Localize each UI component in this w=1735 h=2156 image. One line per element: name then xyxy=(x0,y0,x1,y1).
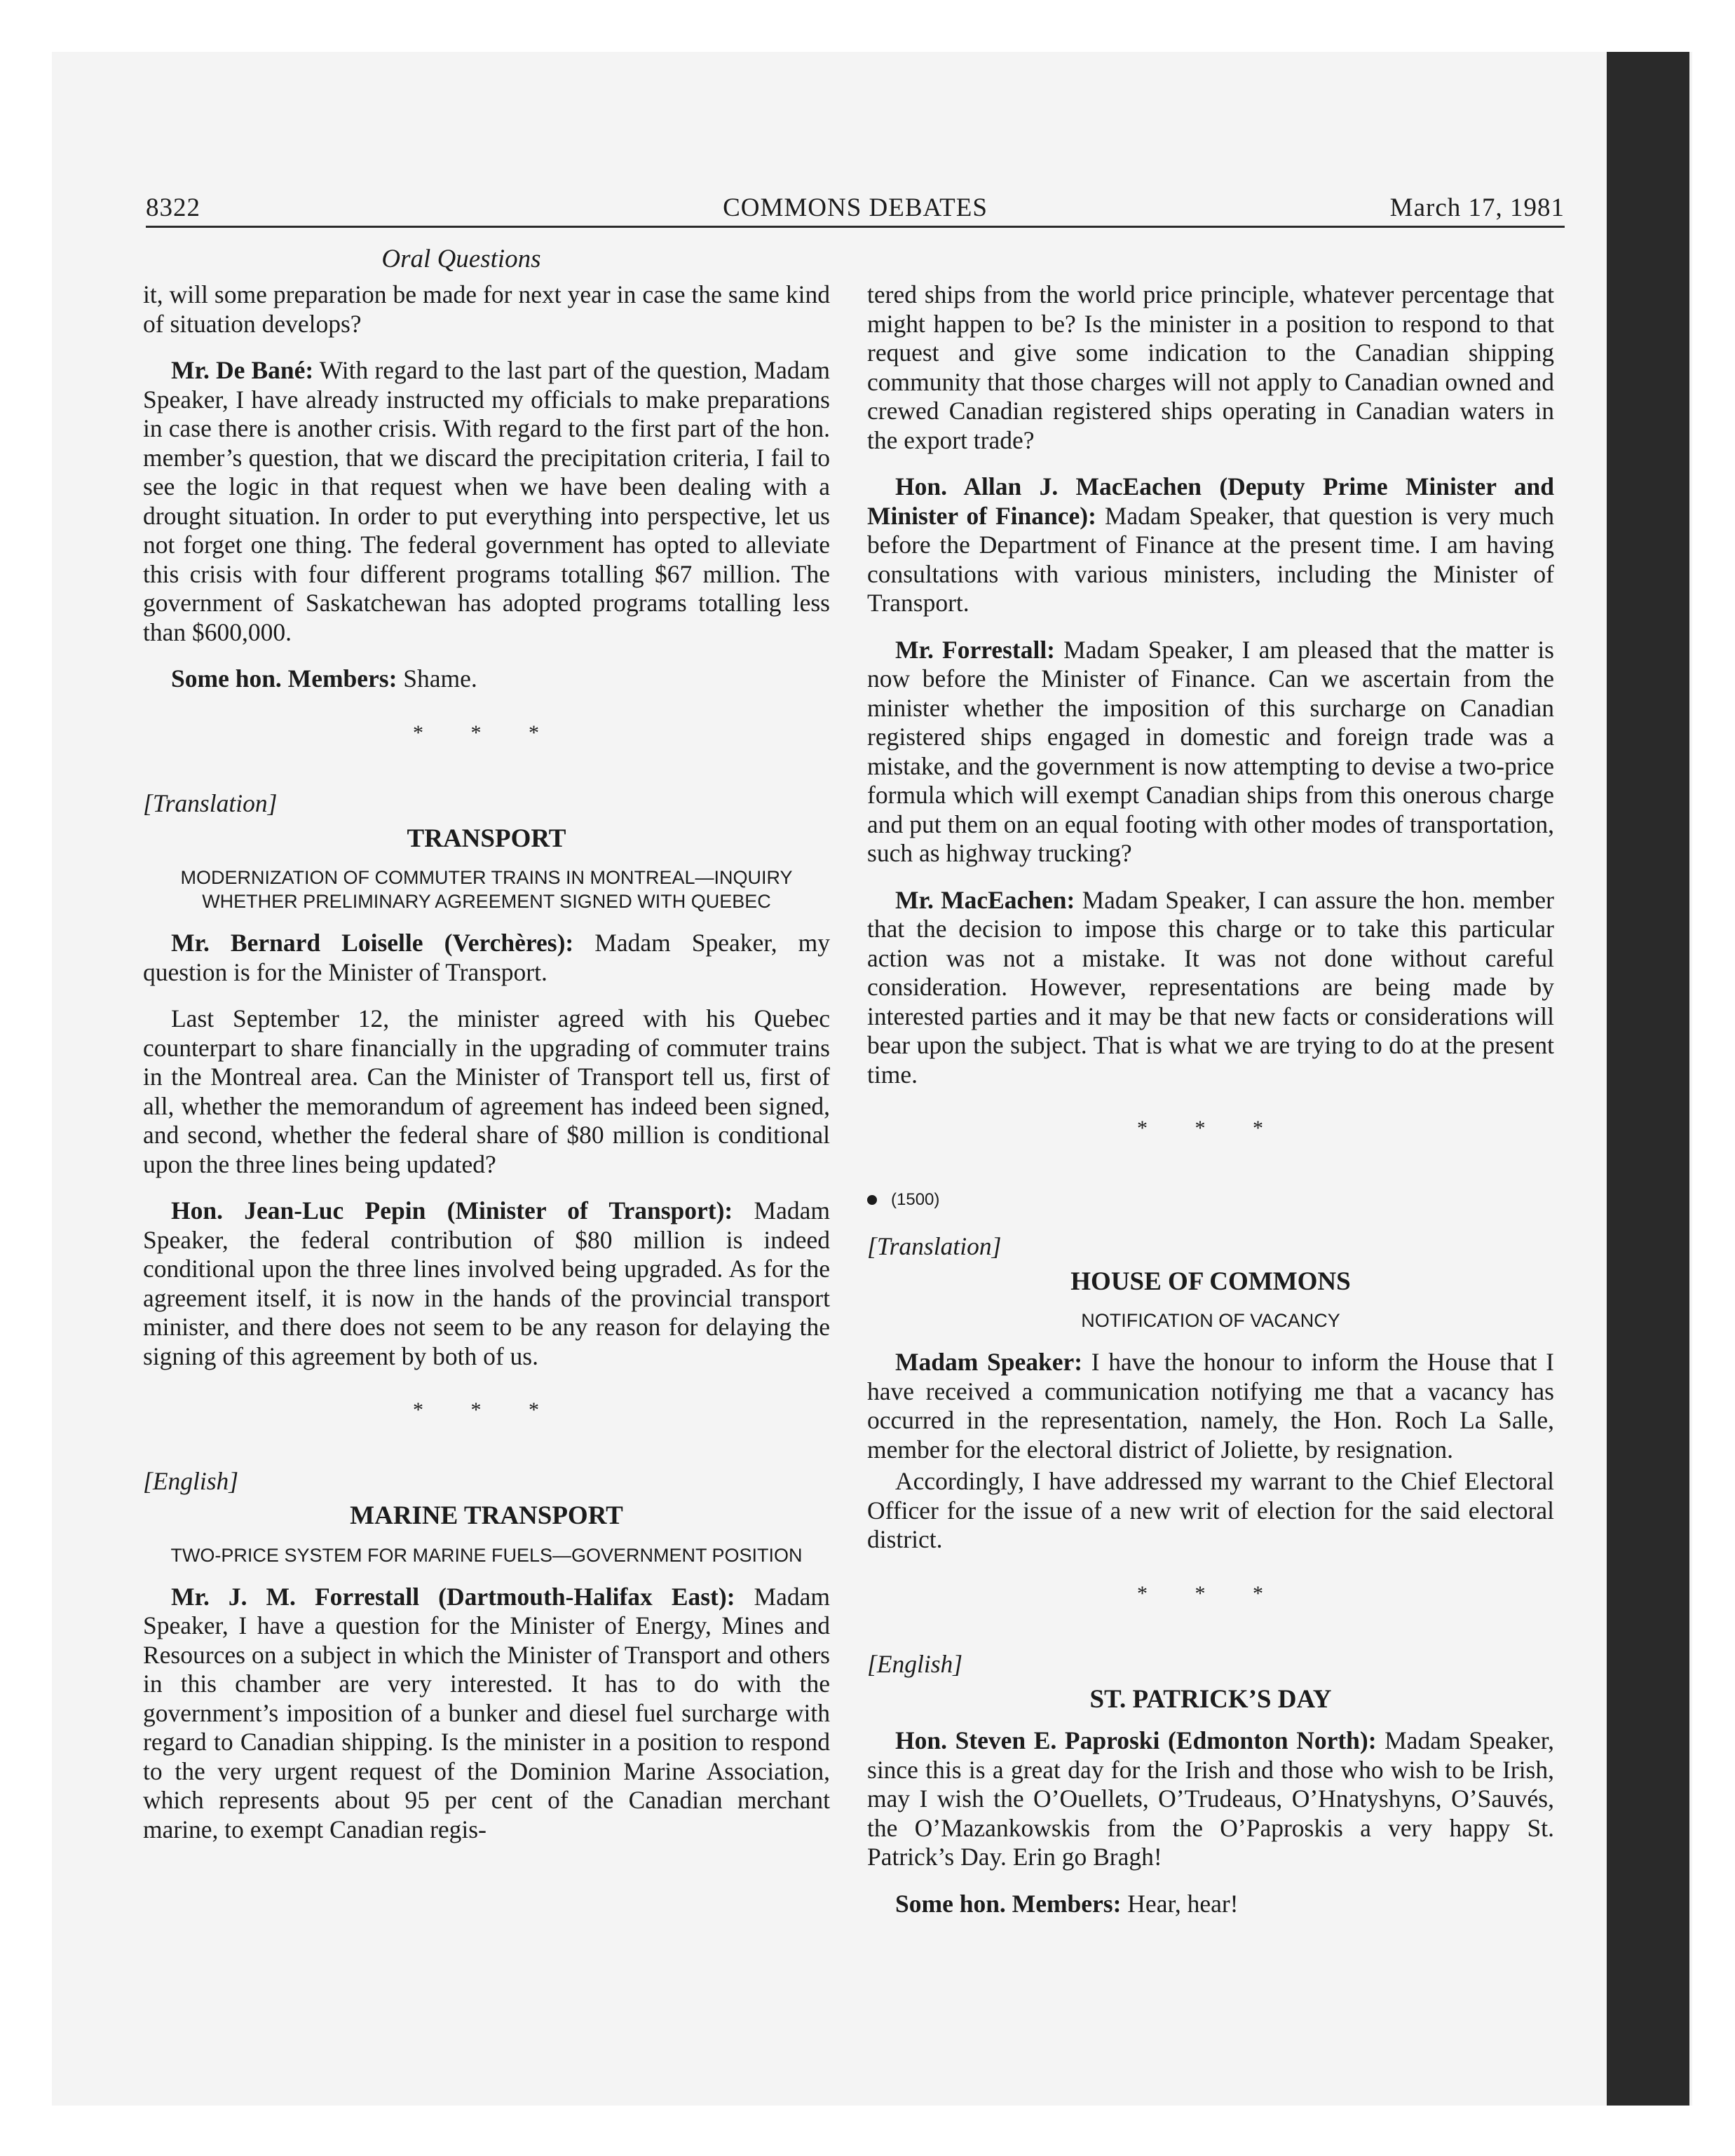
speech-text: Madam Speaker, I have a question for the Minister of Energy, Mines and Resources on a subject in which the Minister of Transport and others in this chamber are very interested. It has to do with the government’s imposition of a bunker and diesel fuel surcharge with regard to Canadian shipping. Is the minister in a position to respond to the very urgent request of the Dominion Marine Association, which represents about 95 per cent of the Canadian merchant marine, to exempt Canadian regis- xyxy=(143,1582,830,1843)
time-label: (1500) xyxy=(891,1189,940,1209)
speech-text: Madam Speaker, I am pleased that the matter is now before the Minister of Finance. Can we ascertain from the minister whether the imposition of this surcharge on Canadian registered ships engaged in domestic and foreign trade was a mistake, and the government is now attempting to devise a two-price formula which will exempt Canadian ships from this onerous charge and put them on an equal footing with other modes of transportation, such as highway trucking? xyxy=(867,635,1554,867)
section-separator: * * * xyxy=(413,721,560,744)
topic-subheading: TWO-PRICE SYSTEM FOR MARINE FUELS—GOVERNMENT POSITION xyxy=(170,1544,803,1566)
paragraph: Accordingly, I have addressed my warrant to the Chief Electoral Officer for the issue of a new writ of election for the said electoral district. xyxy=(867,1467,1554,1553)
section-heading: MARINE TRANSPORT xyxy=(350,1501,623,1530)
bullet-icon xyxy=(867,1195,877,1205)
speaker-name: Some hon. Members: xyxy=(171,664,397,692)
language-marker: [Translation] xyxy=(867,1232,1002,1260)
paragraph: it, will some preparation be made for next year in case the same kind of situation develops? xyxy=(143,280,830,338)
speech-text: Madam Speaker, since this is a great day for the Irish and those who wish to be Irish, may I wish the O’Ouellets, O’Trudeaus, O’Hnatyshyns, O’Sauvés, the O’Mazankowskis from the O’Paproskis a very happy St. Patrick’s Day. Erin go Bragh! xyxy=(867,1726,1554,1871)
speech-text: I have the honour to inform the House that I have received a communication notifying me that a vacancy has occurred in the representation, namely, the Hon. Roch La Salle, member for the electoral district of Joliette, by resignation. xyxy=(867,1348,1554,1464)
paragraph xyxy=(867,1726,1554,1872)
speaker-name: Hon. Jean-Luc Pepin (Minister of Transport): xyxy=(171,1196,733,1224)
speaker-name: Mr. MacEachen: xyxy=(895,885,1075,914)
paragraph xyxy=(143,1196,830,1371)
speaker-name: Mr. J. M. Forrestall (Dartmouth-Halifax East): xyxy=(171,1582,735,1611)
page-header xyxy=(146,193,1565,228)
right-column xyxy=(867,280,1554,1936)
section-separator: * * * xyxy=(1137,1581,1284,1605)
speaker-name: Hon. Steven E. Paproski (Edmonton North): xyxy=(895,1726,1377,1754)
language-marker: [English] xyxy=(867,1650,963,1678)
speech-text: Hear, hear! xyxy=(1121,1889,1239,1918)
left-column xyxy=(143,280,830,1862)
header-rule xyxy=(146,226,1565,228)
speaker-name: Some hon. Members: xyxy=(895,1889,1122,1918)
speech-text: Madam Speaker, my question is for the Minister of Transport. xyxy=(143,929,830,986)
speech-text: Madam Speaker, I can assure the hon. member that the decision to impose this charge or to take this particular action was not a mistake. It was not done without careful consideration. However, representations are being made by interested parties and it may be that new facts or considerations will bear upon the subject. That is what we are trying to do at the present time. xyxy=(867,885,1554,1089)
paragraph xyxy=(143,929,830,987)
paragraph xyxy=(143,1583,830,1845)
page-number: 8322 xyxy=(146,193,200,222)
speech-text: Madam Speaker, that question is very much before the Department of Finance at the present time. I am having consultations with various ministers, including the Minister of Transport. xyxy=(867,501,1555,617)
section-separator: * * * xyxy=(1137,1117,1284,1140)
section-heading: HOUSE OF COMMONS xyxy=(1070,1267,1351,1296)
topic-subheading: MODERNIZATION OF COMMUTER TRAINS IN MONTREAL—INQUIRY WHETHER PRELIMINARY AGREEMENT SIGNED WITH QUEBEC xyxy=(180,867,793,912)
speech-text: Madam Speaker, the federal contribution of $80 million is indeed conditional upon the three lines involved being upgraded. As for the agreement itself, it is now in the hands of the provincial transport minister, and there does not seem to be any reason for delaying the signing of this agreement by both of us. xyxy=(143,1196,830,1370)
page-date: March 17, 1981 xyxy=(1389,193,1565,222)
paragraph xyxy=(867,636,1554,868)
language-marker: [Translation] xyxy=(143,789,278,817)
paragraph: Last September 12, the minister agreed with his Quebec counterpart to share financially in the upgrading of commuter trains in the Montreal area. Can the Minister of Transport tell us, first of all, whether the memorandum of agreement has indeed been signed, and second, whether the federal share of $80 million is conditional upon the three lines being updated? xyxy=(143,1004,830,1178)
paragraph xyxy=(143,356,830,647)
speaker-name: Madam Speaker: xyxy=(895,1348,1083,1376)
language-marker: [English] xyxy=(143,1466,239,1495)
time-marker xyxy=(867,1185,1554,1215)
paragraph xyxy=(867,472,1554,618)
speech-text: Shame. xyxy=(397,664,477,692)
binding-edge xyxy=(1607,52,1689,2106)
speech-text: With regard to the last part of the question, Madam Speaker, I have already instructed my officials to make preparations in case there is another crisis. With regard to the first part of the hon. member’s question, that we discard the precipitation criteria, I fail to see the logic in that request when we have been dealing with a drought situation. In order to put everything into perspective, let us not forget one thing. The federal government has opted to alleviate this crisis with four different programs totalling $67 million. The government of Saskatchewan has adopted programs totalling less than $600,000. xyxy=(143,356,830,646)
section-heading: TRANSPORT xyxy=(407,824,566,853)
speaker-name: Mr. Forrestall: xyxy=(895,635,1056,664)
speaker-name: Mr. Bernard Loiselle (Verchères): xyxy=(171,929,574,957)
paragraph xyxy=(867,1890,1554,1919)
paragraph xyxy=(867,1348,1554,1464)
section-separator: * * * xyxy=(413,1398,560,1421)
section-subheading: Oral Questions xyxy=(381,245,541,273)
paragraph xyxy=(143,664,830,694)
speaker-name: Hon. Allan J. MacEachen (Deputy Prime Minister and Minister of Finance): xyxy=(867,472,1554,530)
paragraph: tered ships from the world price principle, whatever percentage that might happen to be? Is the minister in a position to respond to that request and give some indication to the Canadian shipping community that those charges will not apply to Canadian owned and crewed Canadian registered ships operating in Canadian waters in the export trade? xyxy=(867,280,1554,454)
topic-subheading: NOTIFICATION OF VACANCY xyxy=(1081,1310,1340,1331)
publication-title: COMMONS DEBATES xyxy=(723,193,988,222)
section-heading: ST. PATRICK’S DAY xyxy=(1089,1684,1332,1714)
speaker-name: Mr. De Bané: xyxy=(171,356,314,384)
paragraph xyxy=(867,886,1554,1090)
